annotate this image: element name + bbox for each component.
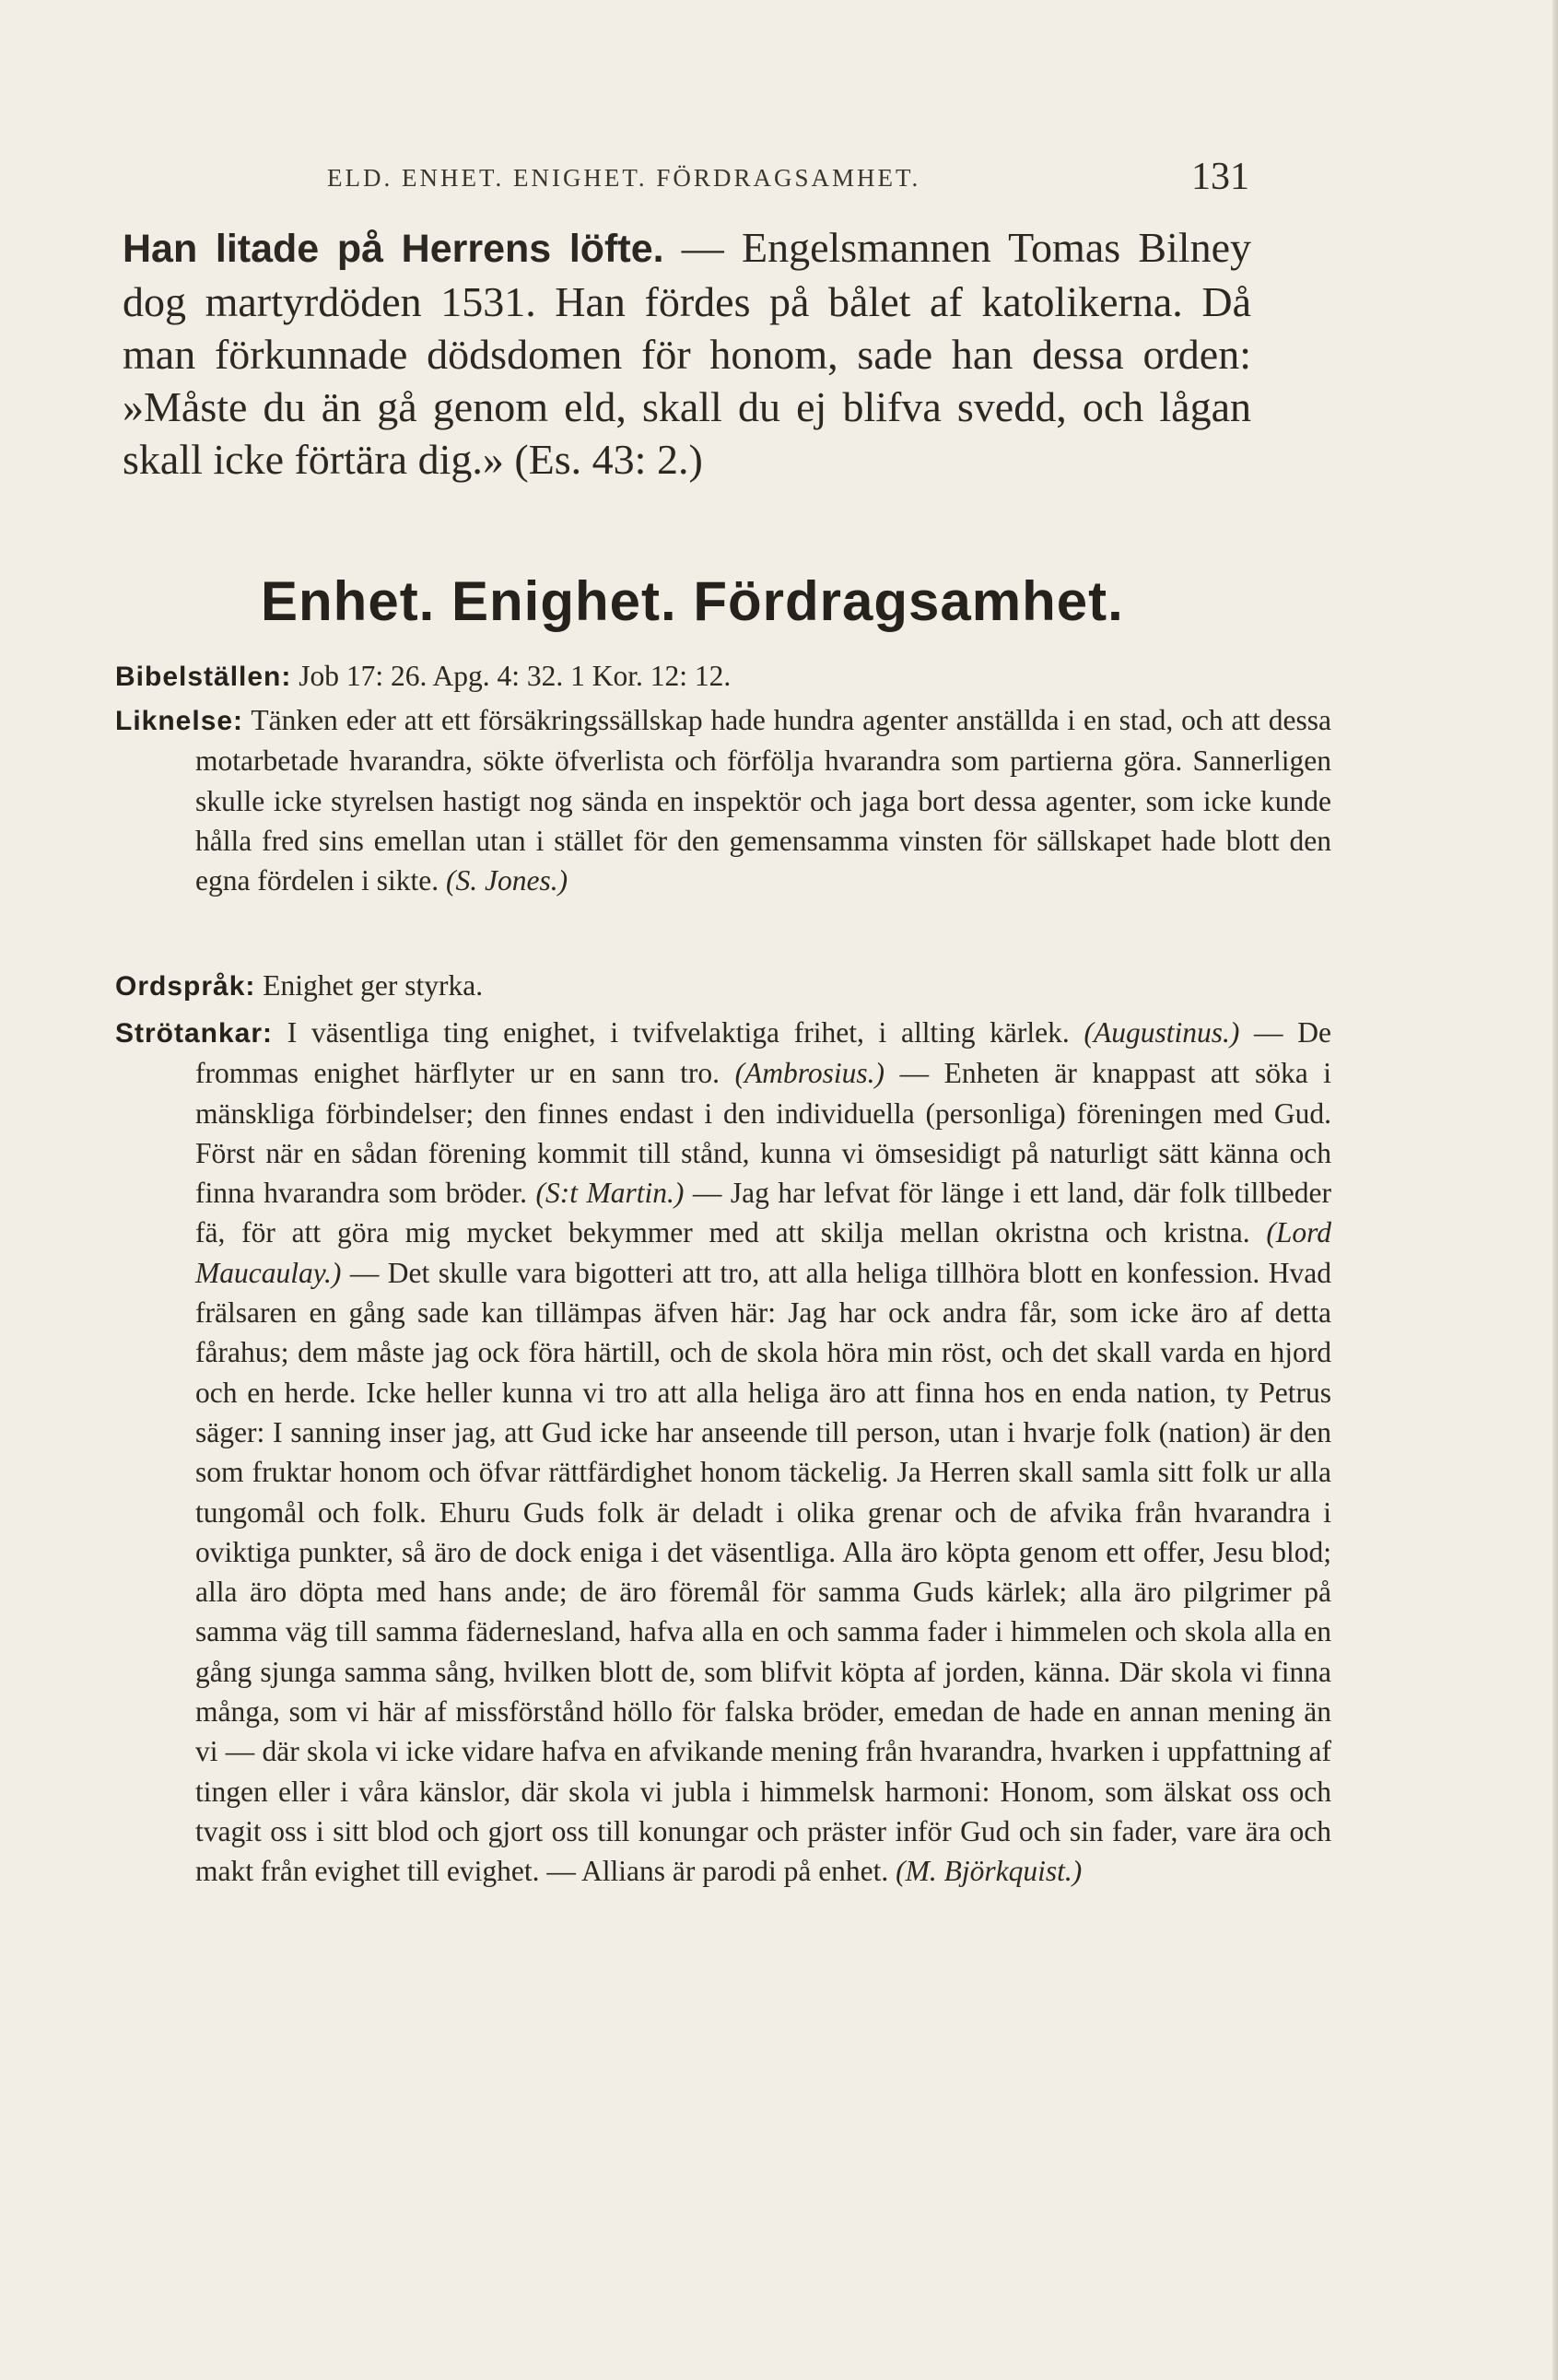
strotankar-citation: (M. Björkquist.)	[896, 1855, 1083, 1888]
intro-text: — Engelsmannen Tomas Bilney dog martyrdöden 1531. Han fördes på bålet af katolikerna. Då man förkunnade dödsdomen för honom, sade han dessa orden: »Måste du än gå genom eld, skall du ej blifva svedd, och lågan skall icke förtära dig.» (Es. 43: 2.)	[123, 224, 1251, 483]
liknelse-text: Tänken eder att ett försäkringssällskap hade hundra agenter anställda i en stad, och att dessa motarbetade hvarandra, sökte öfverlista och förfölja hvarandra som partierna göra. Sannerligen skulle icke styrelsen hastigt nog sända en inspektör och jaga bort dessa agenter, som icke kunde hålla fred sins emellan utan i stället för den gemensamma vinsten för sällskapet hade blott den egna fördelen i sikte.	[195, 704, 1331, 897]
strotankar-citation: (Lord Maucaulay.)	[195, 1216, 1331, 1289]
strotankar-citation: (Ambrosius.)	[734, 1057, 885, 1090]
ordsprak-text: Enighet ger styrka.	[255, 969, 484, 1002]
bibelstallen-text: Job 17: 26. Apg. 4: 32. 1 Kor. 12: 12.	[291, 660, 732, 692]
liknelse-entry	[115, 700, 1331, 900]
ordsprak-label: Ordspråk:	[115, 971, 256, 1002]
strotankar-entry	[115, 1013, 1331, 1892]
running-head: ELD. ENHET. ENIGHET. FÖRDRAGSAMHET.	[327, 164, 921, 192]
page-number: 131	[1191, 156, 1249, 198]
liknelse-label: Liknelse:	[115, 706, 244, 736]
strotankar-text: — De frommas enighet härflyter ur en sann tro.	[195, 1016, 1331, 1090]
ordsprak-entry	[115, 966, 1251, 1006]
strotankar-text: — Enheten är knappast att söka i mänskliga förbindelser; den finnes endast i den individuella (personliga) föreningen med Gud. Först när en sådan förening kommit till stånd, kunna vi ömsesidigt på naturligt sätt känna och finna hvarandra som bröder.	[195, 1057, 1331, 1210]
section-heading: Enhet. Enighet. Fördragsamhet.	[261, 570, 1124, 632]
strotankar-citation: (Augustinus.)	[1084, 1016, 1240, 1049]
strotankar-citation: (S:t Martin.)	[535, 1177, 685, 1210]
bibelstallen-entry	[115, 656, 1251, 697]
strotankar-text: I väsentliga ting enighet, i tvifvelaktiga frihet, i allting kärlek.	[273, 1016, 1084, 1049]
bibelstallen-label: Bibelställen:	[115, 662, 292, 692]
liknelse-citation: (S. Jones.)	[446, 864, 568, 897]
intro-paragraph	[123, 221, 1251, 486]
strotankar-text: — Jag har lefvat för länge i ett land, där folk tillbeder fä, för att göra mig mycket bekymmer med att skilja mellan okristna och kristna.	[195, 1177, 1331, 1249]
page-edge	[1552, 0, 1558, 2380]
strotankar-label: Strötankar:	[115, 1018, 274, 1049]
intro-lead: Han litade på Herrens löfte.	[123, 227, 664, 271]
strotankar-text: — Det skulle vara bigotteri att tro, att alla heliga tillhöra blott en konfession. Hvad frälsaren en gång sade kan tillämpas äfven här: Jag har ock andra får, som icke äro af detta fårahus; dem måste jag ock föra härtill, och de skola höra min röst, och det skall varda en hjord och en herde. Icke heller kunna vi tro att alla heliga äro att finna hos en enda nation, ty Petrus säger: I sanning inser jag, att Gud icke har anseende till person, utan i hvarje folk (nation) är den som fruktar honom och öfvar rättfärdighet honom täckelig. Ja Herren skall samla sitt folk ur alla tungomål och folk. Ehuru Guds folk är deladt i olika grenar och de afvika från hvarandra i oviktiga punkter, så äro de dock eniga i det väsentliga. Alla äro köpta genom ett offer, Jesu blod; alla äro döpta med hans ande; de äro föremål för samma Guds kärlek; alla äro pilgrimer på samma väg till samma fädernesland, hafva alla en och samma fader i himmelen och skola alla en gång sjunga samma sång, hvilken blott de, som blifvit köpta af jorden, känna. Där skola vi finna många, som vi här af missförstånd höllo för falska bröder, emedan de hade en annan mening än vi — där skola vi icke vidare hafva en afvikande mening från hvarandra, hvarken i uppfattning af tingen eller i våra känslor, där skola vi jubla i himmelsk harmoni: Honom, som älskat oss och tvagit oss i sitt blod och gjort oss till konungar och präster inför Gud och sin fader, vare ära och makt från evighet till evighet. — Allians är parodi på enhet.	[195, 1256, 1331, 1888]
